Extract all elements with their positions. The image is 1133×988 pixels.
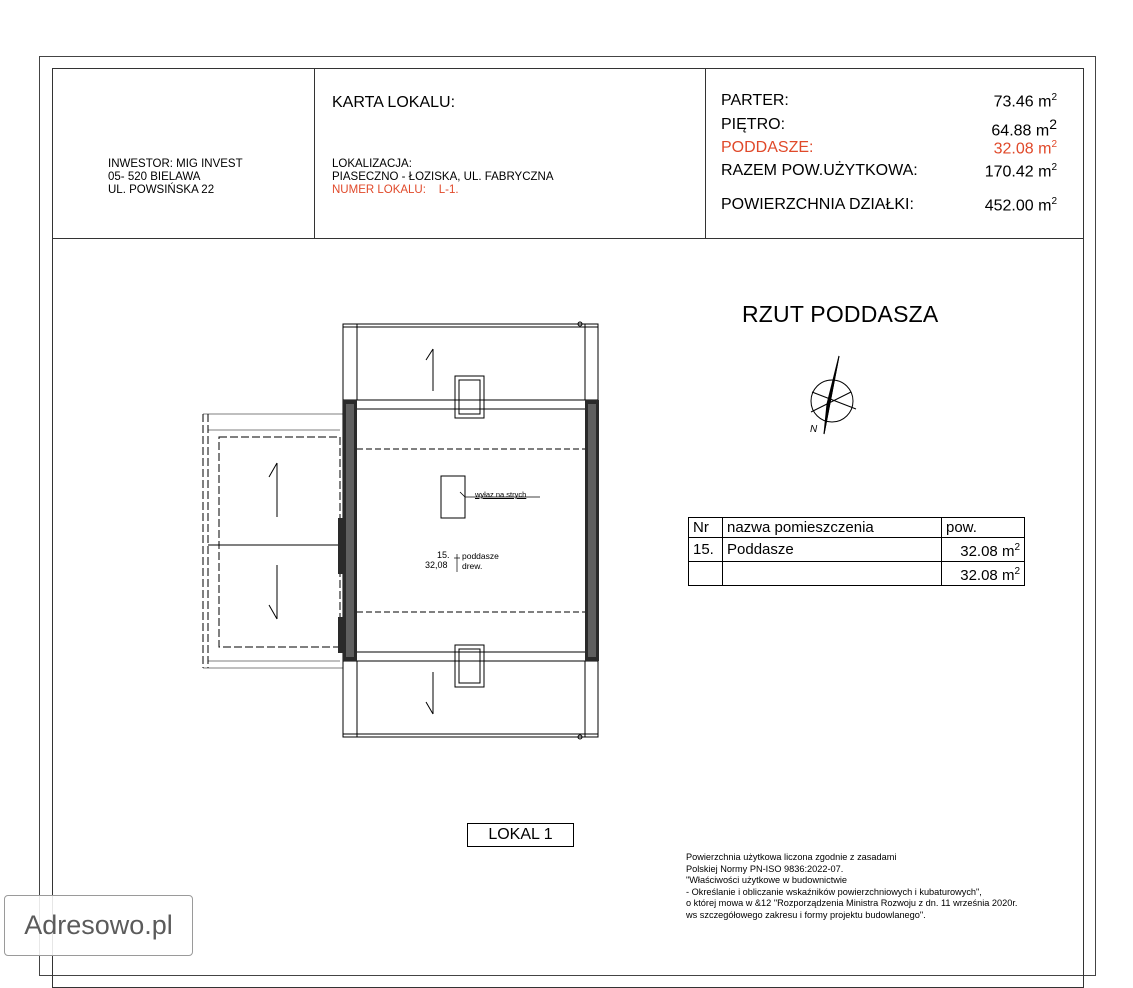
area-value-razem: 170.42 $m^2$: [984, 162, 1057, 181]
numer-value: L-1.: [438, 184, 459, 196]
karta-title: KARTA LOKALU:: [332, 94, 456, 111]
note-line: "Właściwości użytkowe w budownictwie: [686, 875, 848, 886]
table-header-cell: nazwa pomieszczenia: [723, 518, 942, 538]
room-finish-label: drew.: [462, 561, 483, 571]
area-label-parter: PARTER:: [721, 92, 789, 109]
table-cell-nr: 15.: [689, 538, 723, 562]
investor-line: INWESTOR: MIG INVEST: [108, 158, 243, 170]
lower-roof-outline: [219, 437, 340, 647]
area-value-parter: 73.46 $m^2$: [993, 92, 1057, 111]
area-value-dzialka: 452.00 $m^2$: [984, 196, 1057, 215]
room-area-label: 32,08: [425, 560, 448, 570]
room-number-label: 15.: [437, 550, 450, 560]
numer-label: NUMER LOKALU:: [332, 184, 426, 196]
table-header-row: [689, 518, 1025, 538]
table-row: [689, 538, 1025, 562]
attic-room: [343, 400, 598, 661]
drawing-title: RZUT PODDASZA: [742, 301, 939, 327]
note-line: ws szczegółowego zakresu i formy projektu budowlanego".: [686, 909, 926, 920]
hatch-label: wyłaz na strych: [475, 490, 527, 499]
investor-line: UL. POWSIŃSKA 22: [108, 184, 215, 196]
investor-line: 05- 520 BIELAWA: [108, 171, 201, 183]
table-header-cell: Nr: [689, 518, 723, 538]
notes-block: [686, 852, 1017, 922]
table-header-cell: pow.: [942, 518, 1025, 538]
north-label: N: [810, 424, 818, 435]
note-line: Polskiej Normy PN-ISO 9836:2022-07.: [686, 863, 844, 874]
room-table: [688, 517, 1025, 586]
dormer-top: [343, 324, 598, 400]
note-line: Powierzchnia użytkowa liczona zgodnie z zasadami: [686, 852, 897, 862]
table-cell-nr: [689, 562, 723, 586]
lokalizacja-value: PIASECZNO - ŁOZISKA, UL. FABRYCZNA: [332, 171, 554, 183]
dormer-bottom: [343, 661, 598, 737]
wall-chimney-left: [338, 518, 344, 574]
note-line: - Określanie i obliczanie wskaźników powierzchniowych i kubaturowych",: [686, 886, 982, 897]
area-label-pietro: PIĘTRO:: [721, 116, 786, 133]
watermark-logo: Adresowo.pl: [4, 895, 193, 956]
table-cell-name: Poddasze: [723, 538, 942, 562]
room-name-label: poddasze: [462, 551, 499, 561]
wall-chimney-left-lower: [338, 617, 344, 653]
table-cell-area: 32.08 $m^2$: [942, 562, 1025, 586]
area-label-poddasze: PODDASZE:: [721, 139, 814, 156]
roof-hatch: [441, 476, 465, 518]
table-total-row: [689, 562, 1025, 586]
lokal-label: LOKAL 1: [467, 823, 574, 847]
area-value-poddasze: 32.08 $m^2$: [993, 139, 1057, 158]
area-label-dzialka: POWIERZCHNIA DZIAŁKI:: [721, 196, 914, 213]
lokalizacja-label: LOKALIZACJA:: [332, 158, 412, 170]
table-cell-area: 32.08 $m^2$: [942, 538, 1025, 562]
note-line: o której mowa w &12 "Rozporządzenia Ministra Rozwoju z dn. 11 września 2020r.: [686, 898, 1018, 909]
area-label-razem: RAZEM POW.UŻYTKOWA:: [721, 162, 918, 179]
table-cell-name: [723, 562, 942, 586]
area-value-pietro: 64.88 $m^2$: [991, 116, 1057, 140]
